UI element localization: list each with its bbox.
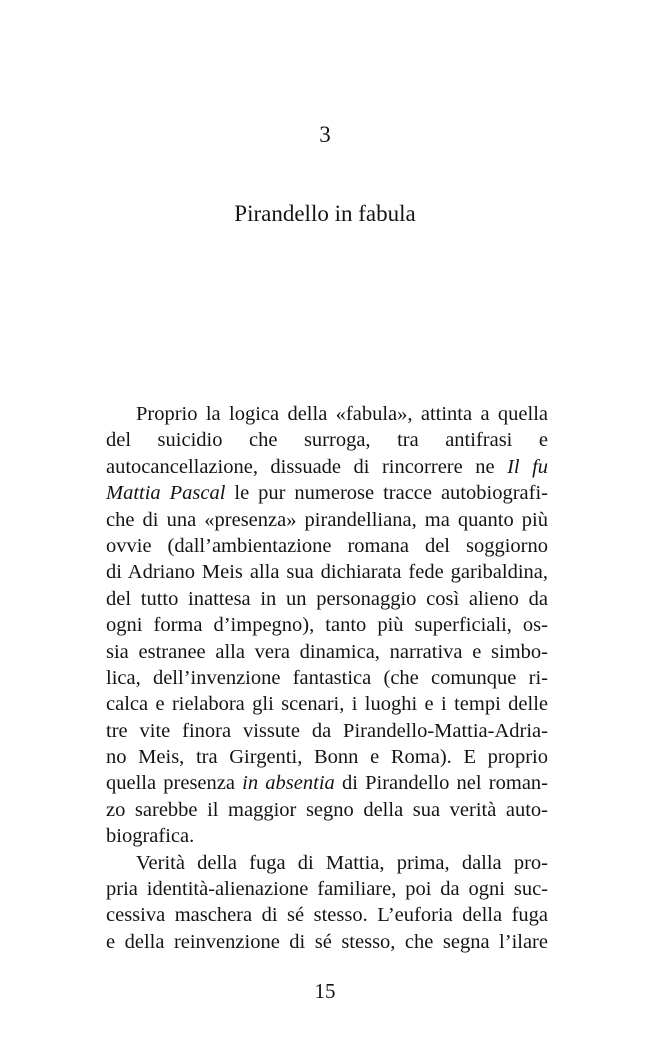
page-number: 15 xyxy=(314,979,336,1003)
text-line: tre vite finora vissute da Pirandello-Mattia-Adria- xyxy=(106,719,548,742)
text-line: Mattia Pascal le pur numerose tracce autobiografi- xyxy=(106,482,548,505)
italic-title: Il fu xyxy=(507,455,549,478)
text-line: Verità della fuga di Mattia, prima, dalla pro- xyxy=(136,851,548,874)
text-line: zo sarebbe il maggior segno della sua verità auto- xyxy=(106,798,548,821)
text-line: cessiva maschera di sé stesso. L’euforia della fuga xyxy=(106,904,548,927)
chapter-title: Pirandello in fabula xyxy=(234,201,416,226)
italic-phrase: in absentia xyxy=(242,772,335,795)
text-line: pria identità-alienazione familiare, poi da ogni suc- xyxy=(106,878,548,901)
text-line: no Meis, tra Girgenti, Bonn e Roma). E proprio xyxy=(106,746,548,769)
text-line: calca e rielabora gli scenari, i luoghi e i tempi delle xyxy=(106,693,548,716)
italic-title: Mattia Pascal xyxy=(106,482,226,505)
text-line: di Adriano Meis alla sua dichiarata fede garibaldina, xyxy=(106,561,548,584)
text-line: del tutto inattesa in un personaggio così alieno da xyxy=(106,587,548,610)
text-line: del suicidio che surroga, tra antifrasi e xyxy=(106,429,548,452)
text-line: sia estranee alla vera dinamica, narrativa e simbo- xyxy=(106,640,548,663)
text-line: biografica. xyxy=(106,825,195,848)
body-text xyxy=(106,401,548,955)
text-line: ovvie (dall’ambientazione romana del soggiorno xyxy=(106,534,548,557)
text-line: quella presenza in absentia di Pirandello nel roman- xyxy=(106,772,548,795)
text-line: ogni forma d’impegno), tanto più superficiali, os- xyxy=(106,614,548,637)
chapter-number: 3 xyxy=(319,122,331,147)
text-line: lica, dell’invenzione fantastica (che comunque ri- xyxy=(106,666,548,689)
text-line: e della reinvenzione di sé stesso, che segna l’ilare xyxy=(106,930,548,953)
text-line: che di una «presenza» pirandelliana, ma quanto più xyxy=(106,508,548,531)
text-line: autocancellazione, dissuade di rincorrere ne Il fu xyxy=(106,455,549,478)
text-line: Proprio la logica della «fabula», attinta a quella xyxy=(136,403,548,425)
